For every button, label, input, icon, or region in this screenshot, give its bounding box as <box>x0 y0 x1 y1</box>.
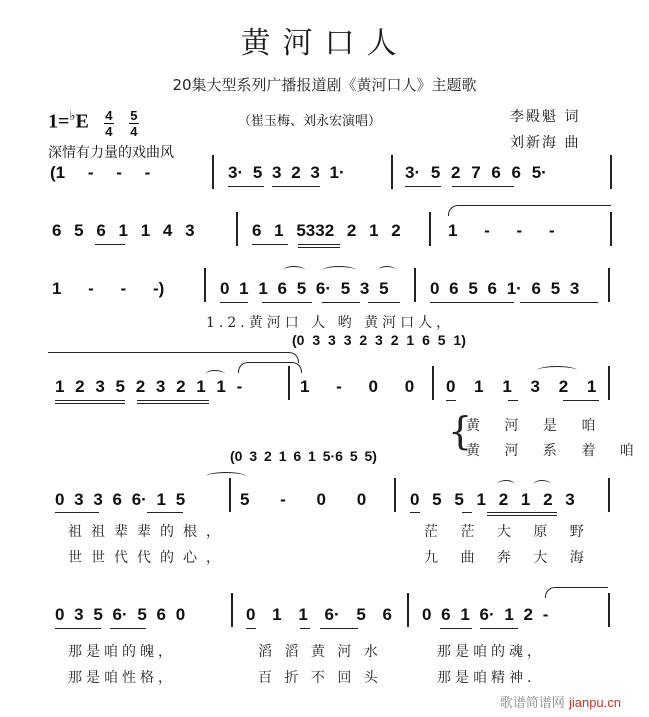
watermark-domain: jianpu.cn <box>568 695 621 710</box>
watermark <box>500 692 621 711</box>
time-signature-5-4: $\frac{5}{4}$ <box>130 107 138 139</box>
key-label: 1= <box>48 110 70 133</box>
measure-1-2: 3· 5 3 2 3 1· <box>228 163 345 182</box>
barline <box>414 268 416 302</box>
lyrics-line-6b2: 百 折 不 回 头 <box>258 670 382 686</box>
time-signature-4-4: $\frac{4}{4}$ <box>105 107 113 139</box>
barline <box>212 155 214 189</box>
barline <box>429 212 431 246</box>
lyrics-line-4a: 黄 河 是 咱 <box>466 418 606 434</box>
measure-6-2: 0 1 1 6· 5 6 <box>246 605 393 624</box>
measure-4-3: 0 1 1 3 2 1 <box>446 377 597 396</box>
measure-6-3: 0 6 1 6· 1 2 - <box>422 605 549 624</box>
barline <box>407 593 409 627</box>
measure-6-1: 0 3 5 6· 5 6 0 <box>55 605 186 624</box>
barline <box>432 366 434 400</box>
slur <box>283 266 305 275</box>
barline <box>204 268 206 302</box>
slur <box>533 480 551 489</box>
lyrics-line-5b2: 九 曲 奔 大 海 <box>424 550 593 566</box>
measure-5-2: 5 - 0 0 <box>240 490 367 509</box>
barline <box>288 366 290 400</box>
measure-4-1: 1 2 3 5 2 3 2 1 1 - <box>55 377 243 396</box>
measure-5-3: 0 5 5 1 2 1 2 3 <box>410 490 575 509</box>
measure-5-1: 0 3 3 6 6· 1 5 <box>55 490 186 509</box>
lyrics-line-5a1: 祖祖辈辈的根， <box>68 524 229 540</box>
lyricist-credit: 李殿魁 词 <box>510 109 581 125</box>
barline <box>608 478 610 512</box>
slur <box>378 266 396 275</box>
barline <box>608 366 610 400</box>
measure-1-1: (1 - - - <box>50 163 151 182</box>
tempo-style: 深情有力量的戏曲风 <box>48 145 174 161</box>
barline <box>610 212 612 246</box>
barline <box>608 593 610 627</box>
barline <box>236 212 238 246</box>
barline <box>610 155 612 189</box>
measure-2-1: 6 5 6 1 1 4 3 <box>52 221 195 240</box>
accompaniment-line-4: (0 3 2 1 6 1 5·6 5 5) <box>230 448 377 464</box>
measure-3-3: 0 6 5 6 1· 6 5 3 <box>430 279 580 298</box>
watermark-text: 歌谱简谱网 <box>499 696 565 711</box>
song-subtitle: 20集大型系列广播报道剧《黄河口人》主题歌 <box>172 76 477 94</box>
slur <box>322 266 356 275</box>
lyrics-line-6a1: 那是咱的魄， <box>68 644 176 660</box>
tie <box>545 587 608 598</box>
song-title: 黄河口人 <box>240 26 409 61</box>
measure-3-1: 1 - - -) <box>52 279 165 298</box>
composer-credit: 刘新海 曲 <box>510 135 581 151</box>
barline <box>394 478 396 512</box>
flat-icon: ♭ <box>69 108 76 123</box>
measure-4-2: 1 - 0 0 <box>300 377 415 396</box>
tie <box>448 205 611 216</box>
measure-2-2: 6 1 5332 2 1 2 <box>252 221 401 240</box>
key-signature <box>48 108 139 138</box>
barline <box>391 155 393 189</box>
barline <box>229 478 231 512</box>
key-note: E <box>75 110 89 133</box>
lyrics-line-5a2: 茫 茫 大 原 野 <box>424 524 593 540</box>
slur <box>537 366 577 375</box>
tie <box>238 362 302 373</box>
lyrics-line-6a3: 那是咱的魂， <box>437 644 545 660</box>
slur <box>497 480 515 489</box>
slur <box>206 472 246 481</box>
singers-credit: （崔玉梅、刘永宏演唱） <box>238 114 382 129</box>
accompaniment-line-3: (0 3 3 3 2 3 2 1 6 5 1) <box>292 332 466 348</box>
barline <box>608 268 610 302</box>
barline <box>231 593 233 627</box>
lyrics-line-4b: 黄 河 系 着 咱 <box>466 443 644 459</box>
lyrics-line-6b1: 那是咱性格， <box>68 670 176 686</box>
brace: { <box>448 409 473 453</box>
measure-1-3: 3· 5 2 7 6 6 5· <box>405 163 547 182</box>
lyrics-line-6b3: 那是咱精神. <box>437 670 536 686</box>
lyrics-line-6a2: 滔 滔 黄 河 水 <box>258 644 382 660</box>
measure-3-2: 0 1 1 6 5 6· 5 3 5 <box>220 279 389 298</box>
measure-2-3: 1 - - - <box>448 221 555 240</box>
lyrics-line-3: 1.2.黄河口 人 哟 黄河口人， <box>206 315 455 331</box>
lyrics-line-5b1: 世世代代的心， <box>68 550 229 566</box>
